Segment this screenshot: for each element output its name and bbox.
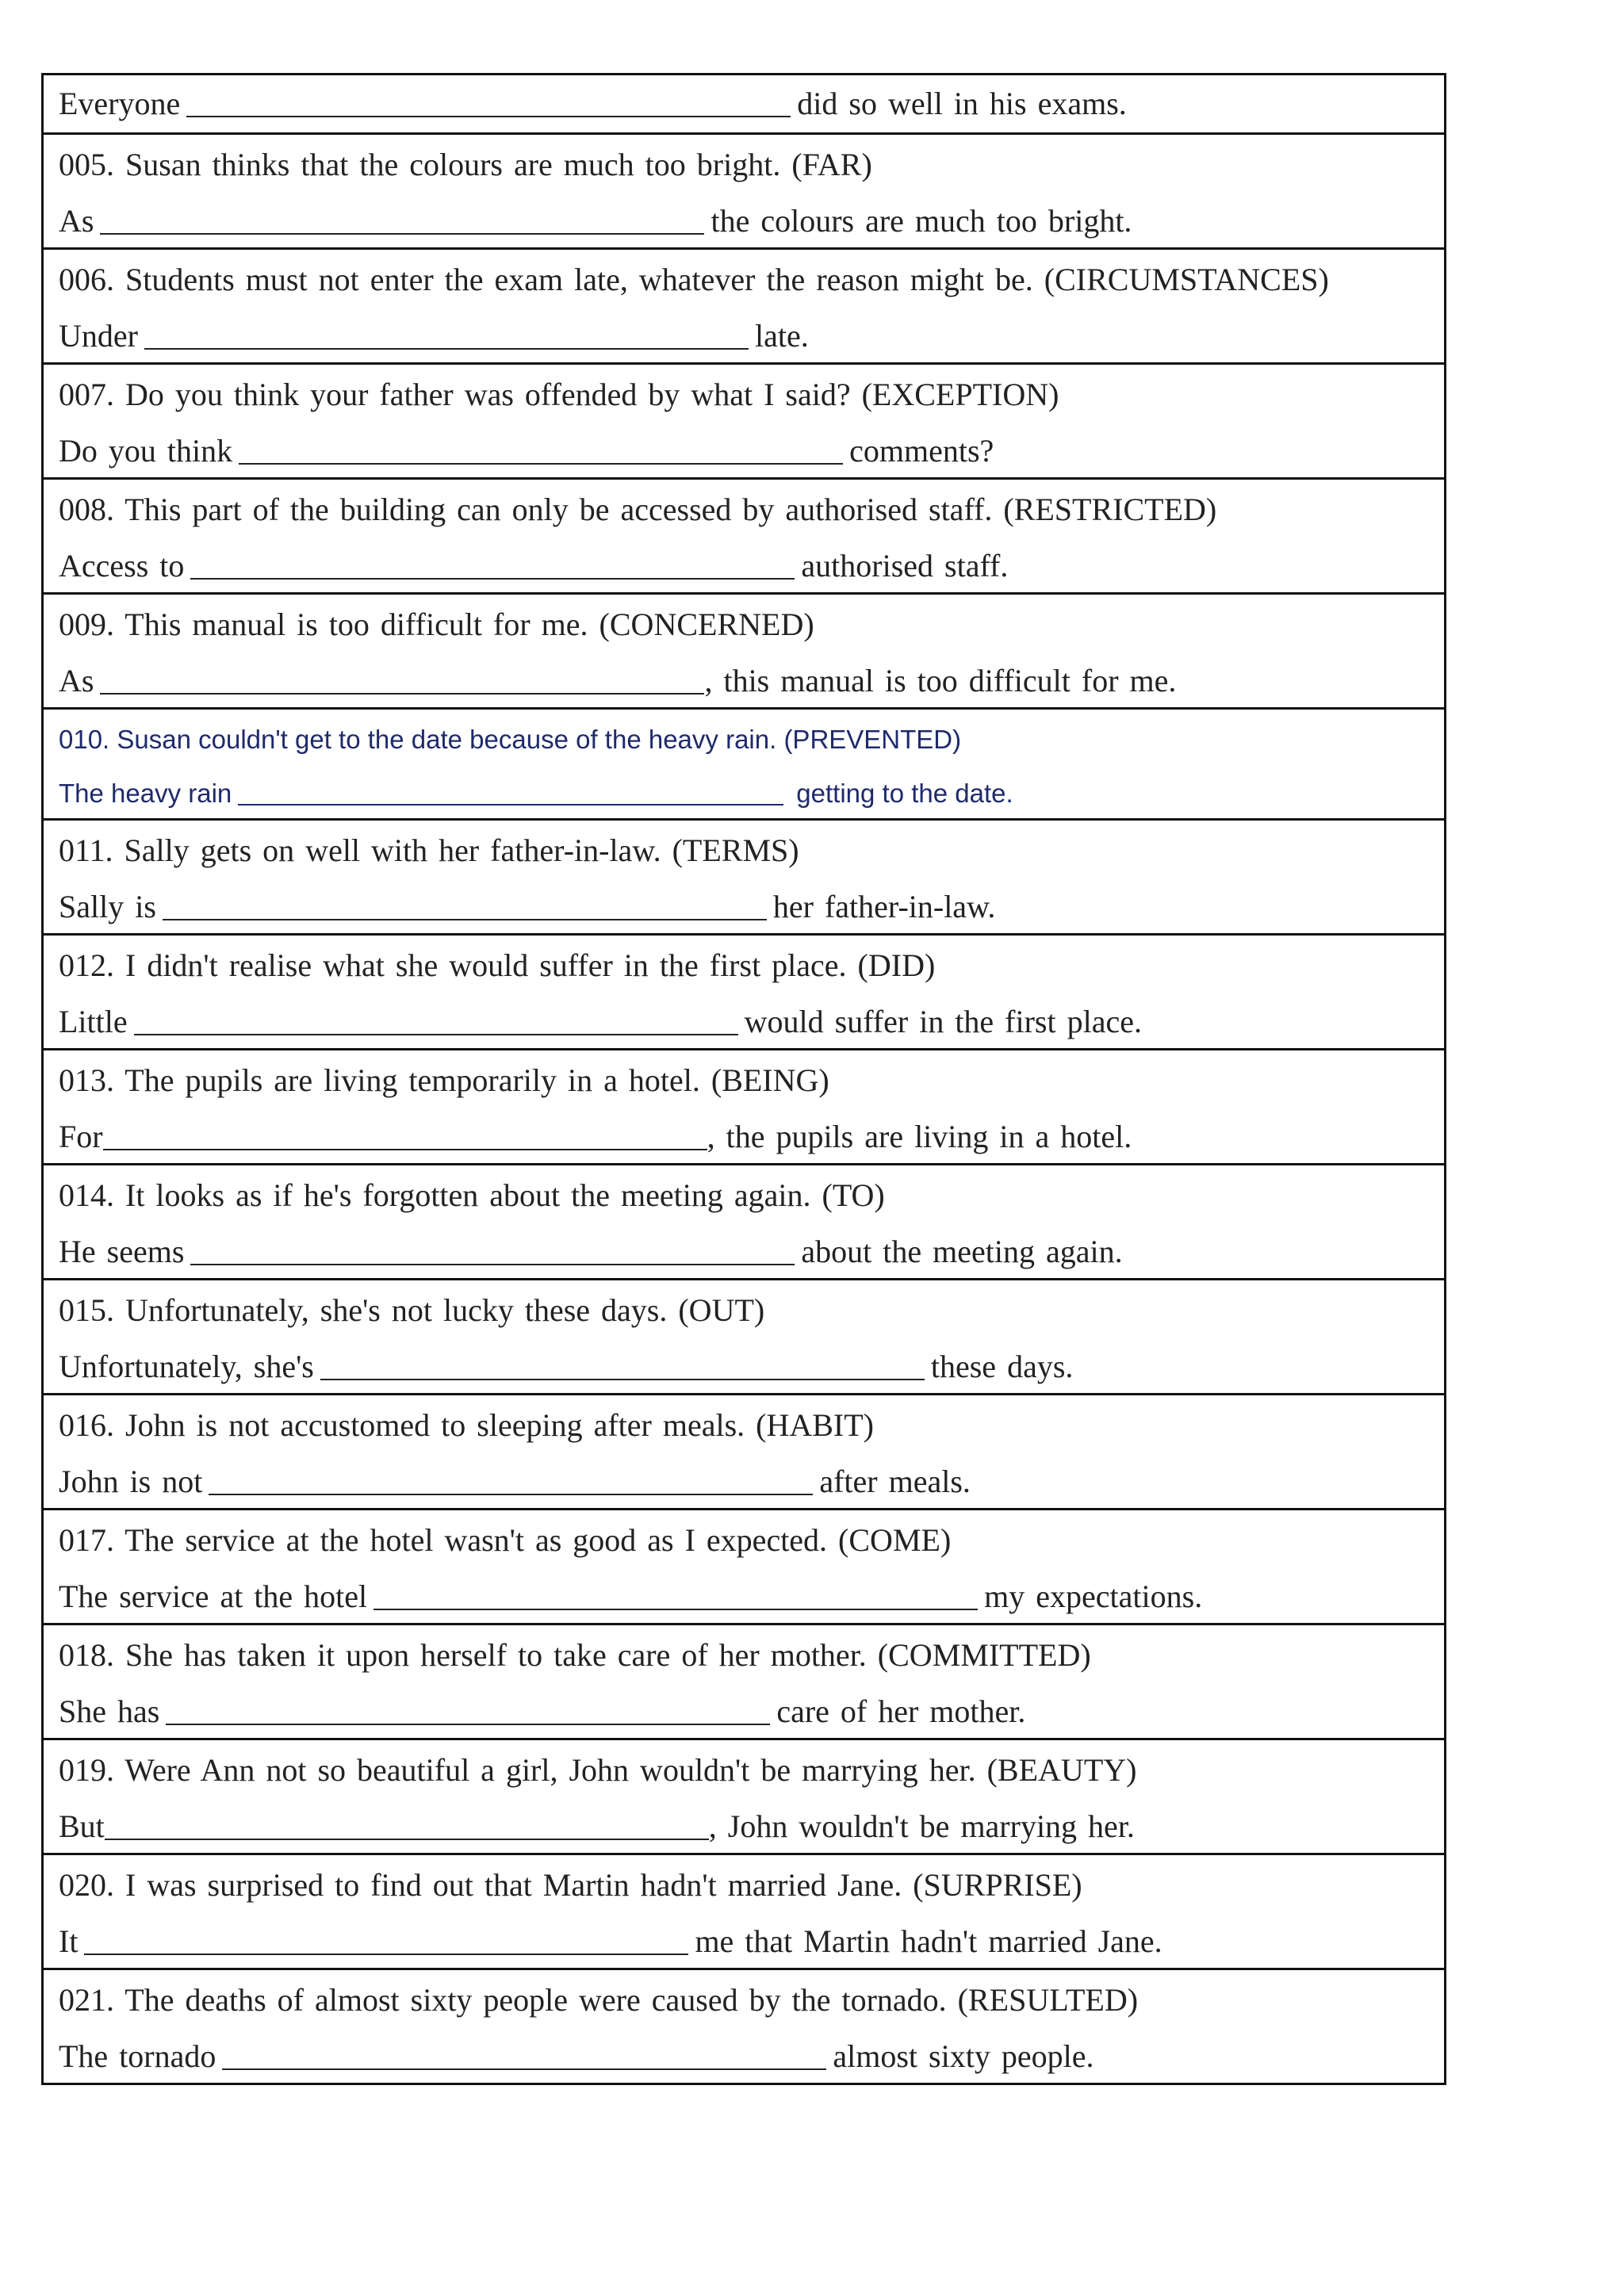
exercise-row-008 [44,477,1444,592]
answer-prefix: Little [59,1004,128,1039]
answer-blank[interactable] [100,661,704,695]
answer-line [59,1108,1444,1165]
answer-prefix: Unfortunately, she's [59,1349,314,1384]
answer-suffix: getting to the date. [796,779,1013,808]
answer-line [59,1683,1444,1739]
answer-suffix: did so well in his exams. [797,86,1127,121]
question-line: 008. This part of the building can only be accessed by authorised staff. (RESTRICTED) [59,492,1217,527]
question-line: 009. This manual is too difficult for me. (CONCERNED) [59,607,814,642]
answer-line [59,1568,1444,1624]
answer-blank[interactable] [166,1692,770,1725]
answer-blank[interactable] [84,1922,688,1955]
question-line: 021. The deaths of almost sixty people were caused by the tornado. (RESULTED) [59,1982,1139,2018]
answer-line [59,878,1444,935]
answer-prefix: Everyone [59,86,181,121]
answer-suffix: these days. [930,1349,1074,1384]
exercise-row-012 [44,933,1444,1048]
answer-blank[interactable] [238,779,783,806]
answer-suffix: comments? [849,433,994,469]
answer-prefix: The tornado [59,2038,216,2074]
answer-line [59,538,1444,594]
question-line: 006. Students must not enter the exam late, whatever the reason might be. (CIRCUMSTANCES) [59,262,1329,297]
answer-prefix: She has [59,1693,160,1729]
answer-blank[interactable] [100,201,704,235]
answer-blank[interactable] [186,84,791,117]
exercise-row-011 [44,818,1444,933]
answer-blank[interactable] [239,431,843,465]
answer-line [59,993,1444,1050]
exercise-row-006 [44,247,1444,362]
answer-prefix: It [59,1923,79,1959]
answer-line [59,1798,1444,1854]
question-line: 012. I didn't realise what she would suffer in the first place. (DID) [59,947,936,983]
answer-suffix: the colours are much too bright. [710,203,1132,239]
question-line: 018. She has taken it upon herself to take care of her mother. (COMMITTED) [59,1637,1091,1673]
exercise-table [41,73,1446,2085]
answer-prefix: But [59,1808,105,1844]
question-line: 005. Susan thinks that the colours are much too bright. (FAR) [59,147,872,182]
answer-suffix: , this manual is too difficult for me. [704,663,1177,698]
answer-prefix: As [59,663,94,698]
answer-blank[interactable] [105,1807,709,1840]
answer-suffix: about the meeting again. [801,1234,1123,1269]
answer-suffix: , John wouldn't be marrying her. [708,1808,1135,1844]
answer-blank[interactable] [209,1462,813,1495]
exercise-row-017 [44,1508,1444,1623]
question-line: 011. Sally gets on well with her father-in-law. (TERMS) [59,832,799,868]
answer-prefix: John is not [59,1464,203,1499]
question-line: 014. It looks as if he's forgotten about the meeting again. (TO) [59,1177,885,1213]
answer-prefix: For [59,1119,103,1154]
answer-blank[interactable] [190,1232,795,1265]
question-line: 013. The pupils are living temporarily in a hotel. (BEING) [59,1062,829,1098]
answer-suffix: authorised staff. [801,548,1009,584]
exercise-row-009 [44,592,1444,707]
answer-prefix: He seems [59,1234,185,1269]
question-line: 017. The service at the hotel wasn't as good as I expected. (COME) [59,1522,952,1558]
answer-suffix: , the pupils are living in a hotel. [707,1119,1132,1154]
answer-blank[interactable] [144,316,749,350]
question-line: 007. Do you think your father was offended by what I said? (EXCEPTION) [59,377,1059,412]
answer-line [59,1338,1444,1395]
question-line: 016. John is not accustomed to sleeping after meals. (HABIT) [59,1407,874,1443]
question-line: 010. Susan couldn't get to the date because of the heavy rain. (PREVENTED) [59,725,962,754]
answer-line [59,1453,1444,1510]
answer-prefix: As [59,203,94,239]
exercise-row-018 [44,1623,1444,1738]
question-line: 015. Unfortunately, she's not lucky these days. (OUT) [59,1292,765,1328]
answer-blank[interactable] [163,887,767,920]
answer-blank[interactable] [222,2037,826,2070]
answer-suffix: me that Martin hadn't married Jane. [695,1923,1162,1959]
question-line: 020. I was surprised to find out that Martin hadn't married Jane. (SURPRISE) [59,1867,1082,1903]
answer-suffix: almost sixty people. [833,2038,1094,2074]
exercise-row-007 [44,362,1444,477]
answer-suffix: late. [754,318,809,354]
answer-blank[interactable] [190,546,795,580]
answer-line [59,423,1444,479]
answer-blank[interactable] [320,1347,925,1380]
exercise-row-005 [44,132,1444,247]
answer-line [59,78,1444,129]
question-line: 019. Were Ann not so beautiful a girl, John wouldn't be marrying her. (BEAUTY) [59,1752,1137,1788]
answer-line [59,652,1444,709]
exercise-row-019 [44,1738,1444,1853]
answer-prefix: Access to [59,548,185,584]
answer-blank[interactable] [373,1577,978,1610]
answer-suffix: my expectations. [984,1578,1203,1614]
answer-suffix: care of her mother. [776,1693,1026,1729]
answer-blank[interactable] [134,1002,738,1035]
exercise-row-014 [44,1163,1444,1278]
answer-blank[interactable] [103,1117,707,1150]
answer-suffix: would suffer in the first place. [744,1004,1142,1039]
answer-prefix: Do you think [59,433,233,469]
exercise-row-010 [44,707,1444,818]
answer-prefix: The service at the hotel [59,1578,368,1614]
answer-prefix: Under [59,318,138,354]
answer-line [59,308,1444,364]
answer-prefix: Sally is [59,889,156,924]
exercise-row-016 [44,1393,1444,1508]
answer-suffix: after meals. [819,1464,971,1499]
answer-line [59,1223,1444,1280]
exercise-row-013 [44,1048,1444,1163]
answer-line [59,767,1444,821]
exercise-row-004 [44,75,1444,132]
answer-line [59,193,1444,249]
answer-line [59,2028,1444,2084]
answer-suffix: her father-in-law. [772,889,996,924]
answer-prefix: The heavy rain [59,779,232,808]
exercise-row-020 [44,1853,1444,1968]
exercise-row-021 [44,1968,1444,2083]
answer-line [59,1913,1444,1969]
exercise-row-015 [44,1278,1444,1393]
